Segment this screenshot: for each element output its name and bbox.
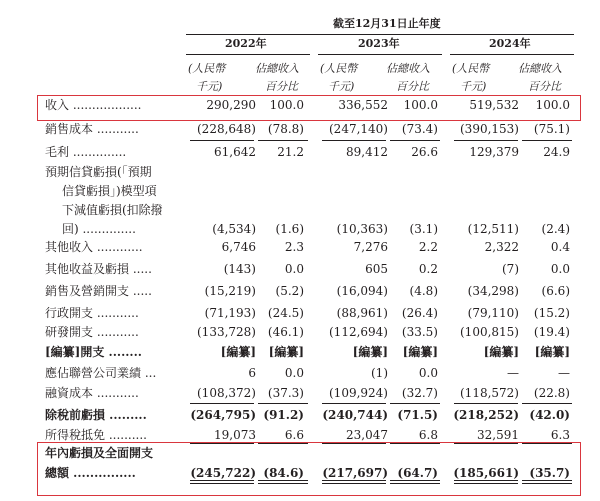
- cell-total-loss-col-5: (185,661): [453, 466, 519, 480]
- cell-redacted-expenses-col-3: [編纂]: [352, 345, 388, 359]
- period-header: 截至12月31日止年度: [333, 17, 441, 30]
- cell-selling-marketing-col-6: (6.6): [541, 284, 570, 298]
- row-label-revenue: 收入 ..................: [45, 98, 142, 112]
- row-label-ecl-impairment-line-2: 信貸虧損」)模型項: [62, 184, 157, 198]
- cell-rd-expenses-col-4: (33.5): [401, 325, 438, 339]
- header-rule: [186, 34, 574, 35]
- year-rule-2024: [450, 54, 574, 55]
- subtotal-rule-lbt-1: [258, 403, 308, 404]
- row-label-share-of-associates: 應佔聯營公司業績 ...: [45, 366, 157, 380]
- row-label-admin-expenses: 行政開支 ...........: [45, 306, 139, 320]
- cell-selling-marketing-col-5: (34,298): [467, 284, 519, 298]
- col-rmb-2024-b: 千元): [460, 80, 487, 93]
- subtotal-rule-gross-3: [390, 140, 440, 141]
- col-rmb-2023-b: 千元): [328, 80, 355, 93]
- highlight-revenue: [37, 95, 581, 121]
- cell-ecl-impairment-col-2: (1.6): [275, 222, 304, 236]
- row-label-other-income: 其他收入 ............: [45, 240, 143, 254]
- col-pct-2024: 佔總收入: [518, 62, 562, 75]
- cell-other-income-col-6: 0.4: [550, 240, 570, 254]
- subtotal-rule-gross-4: [454, 140, 518, 141]
- cell-cost-of-sales-col-5: (390,153): [460, 122, 519, 136]
- row-label-gross-profit: 毛利 ..............: [45, 145, 127, 159]
- cell-other-gains-losses-col-4: 0.2: [418, 262, 438, 276]
- cell-redacted-expenses-col-2: [編纂]: [268, 345, 304, 359]
- cell-admin-expenses-col-3: (88,961): [336, 306, 388, 320]
- cell-other-gains-losses-col-1: (143): [223, 262, 256, 276]
- cell-other-gains-losses-col-2: 0.0: [284, 262, 304, 276]
- row-label-total-loss-line-1: 年內虧損及全面開支: [45, 446, 154, 460]
- cell-redacted-expenses-col-4: [編纂]: [402, 345, 438, 359]
- cell-finance-costs-col-5: (118,572): [460, 386, 519, 400]
- subtotal-rule-gross-1: [258, 140, 308, 141]
- cell-selling-marketing-col-4: (4.8): [409, 284, 438, 298]
- cell-admin-expenses-col-6: (15.2): [533, 306, 570, 320]
- year-2023: 2023年: [358, 37, 400, 50]
- year-rule-2023: [318, 54, 442, 55]
- cell-gross-profit-col-5: 129,379: [469, 145, 519, 159]
- cell-total-loss-col-2: (84.6): [263, 466, 304, 480]
- cell-cost-of-sales-col-2: (78.8): [267, 122, 304, 136]
- row-label-ecl-impairment-line-3: 下減值虧損(扣除撥: [62, 203, 163, 217]
- col-rmb-2023: (人民幣: [320, 62, 358, 75]
- cell-admin-expenses-col-5: (79,110): [467, 306, 519, 320]
- cell-cost-of-sales-col-6: (75.1): [533, 122, 570, 136]
- cell-gross-profit-col-2: 21.2: [277, 145, 304, 159]
- subtotal-rule-gross-5: [522, 140, 572, 141]
- cell-share-of-associates-col-6: —: [558, 366, 570, 380]
- year-2022: 2022年: [225, 37, 267, 50]
- cell-other-income-col-4: 2.2: [418, 240, 438, 254]
- cell-redacted-expenses-col-6: [編纂]: [534, 345, 570, 359]
- subtotal-rule-gross-0: [190, 140, 254, 141]
- cell-redacted-expenses-col-5: [編纂]: [483, 345, 519, 359]
- cell-share-of-associates-col-5: —: [507, 366, 519, 380]
- cell-loss-before-tax-col-5: (218,252): [453, 408, 519, 422]
- subtotal-rule-lbt-3: [390, 403, 440, 404]
- cell-total-loss-col-3: (217,697): [322, 466, 388, 480]
- cell-revenue-col-1: 290,290: [206, 98, 256, 112]
- cell-revenue-col-4: 100.0: [403, 98, 438, 112]
- row-label-ecl-impairment-line-1: 預期信貸虧損(「預期: [45, 165, 152, 179]
- col-pct-2024-b: 百分比: [528, 80, 561, 93]
- cell-cost-of-sales-col-1: (228,648): [197, 122, 256, 136]
- subtotal-rule-gross-2: [322, 140, 386, 141]
- cell-revenue-col-5: 519,532: [469, 98, 519, 112]
- cell-gross-profit-col-6: 24.9: [543, 145, 570, 159]
- cell-other-income-col-2: 2.3: [284, 240, 304, 254]
- col-rmb-2022-b: 千元): [196, 80, 223, 93]
- row-label-ecl-impairment-line-4: 回) ..............: [62, 222, 136, 236]
- cell-selling-marketing-col-2: (5.2): [275, 284, 304, 298]
- cell-revenue-col-6: 100.0: [535, 98, 570, 112]
- cell-ecl-impairment-col-1: (4,534): [212, 222, 256, 236]
- cell-ecl-impairment-col-6: (2.4): [541, 222, 570, 236]
- cell-share-of-associates-col-2: 0.0: [284, 366, 304, 380]
- cell-other-gains-losses-col-6: 0.0: [550, 262, 570, 276]
- cell-loss-before-tax-col-3: (240,744): [322, 408, 388, 422]
- cell-share-of-associates-col-4: 0.0: [418, 366, 438, 380]
- row-label-finance-costs: 融資成本 ...........: [45, 386, 139, 400]
- cell-finance-costs-col-4: (32.7): [401, 386, 438, 400]
- row-label-income-tax-credit: 所得稅抵免 ..........: [45, 428, 147, 442]
- cell-gross-profit-col-4: 26.6: [411, 145, 438, 159]
- cell-ecl-impairment-col-3: (10,363): [336, 222, 388, 236]
- cell-loss-before-tax-col-6: (42.0): [529, 408, 570, 422]
- col-pct-2023-b: 百分比: [396, 80, 429, 93]
- cell-rd-expenses-col-6: (19.4): [533, 325, 570, 339]
- cell-revenue-col-2: 100.0: [269, 98, 304, 112]
- cell-ecl-impairment-col-5: (12,511): [467, 222, 519, 236]
- cell-admin-expenses-col-1: (71,193): [204, 306, 256, 320]
- cell-rd-expenses-col-3: (112,694): [329, 325, 388, 339]
- row-label-loss-before-tax: 除稅前虧損 .........: [45, 408, 147, 422]
- row-label-redacted-expenses: [編纂]開支 ........: [45, 345, 142, 359]
- cell-revenue-col-3: 336,552: [338, 98, 388, 112]
- row-label-other-gains-losses: 其他收益及虧損 .....: [45, 262, 152, 276]
- cell-share-of-associates-col-1: 6: [248, 366, 256, 380]
- cell-other-income-col-5: 2,322: [484, 240, 519, 254]
- cell-admin-expenses-col-2: (24.5): [267, 306, 304, 320]
- cell-ecl-impairment-col-4: (3.1): [409, 222, 438, 236]
- row-label-selling-marketing: 銷售及營銷開支 .....: [45, 284, 152, 298]
- subtotal-rule-lbt-5: [522, 403, 572, 404]
- cell-selling-marketing-col-3: (16,094): [336, 284, 388, 298]
- col-rmb-2022: (人民幣: [188, 62, 226, 75]
- cell-income-tax-credit-col-3: 23,047: [346, 428, 388, 442]
- cell-loss-before-tax-col-1: (264,795): [190, 408, 256, 422]
- cell-rd-expenses-col-2: (46.1): [267, 325, 304, 339]
- cell-gross-profit-col-1: 61,642: [214, 145, 256, 159]
- year-2024: 2024年: [489, 37, 531, 50]
- year-rule-2022: [186, 54, 310, 55]
- cell-other-gains-losses-col-3: 605: [365, 262, 388, 276]
- cell-other-gains-losses-col-5: (7): [502, 262, 519, 276]
- cell-redacted-expenses-col-1: [編纂]: [220, 345, 256, 359]
- row-label-rd-expenses: 研發開支 ...........: [45, 325, 139, 339]
- cell-total-loss-col-4: (64.7): [397, 466, 438, 480]
- cell-other-income-col-3: 7,276: [353, 240, 388, 254]
- row-label-total-loss-line-2: 總額 ...............: [45, 466, 136, 480]
- cell-finance-costs-col-3: (109,924): [329, 386, 388, 400]
- cell-finance-costs-col-2: (37.3): [267, 386, 304, 400]
- cell-income-tax-credit-col-6: 6.3: [550, 428, 570, 442]
- cell-income-tax-credit-col-2: 6.6: [284, 428, 304, 442]
- cell-loss-before-tax-col-4: (71.5): [397, 408, 438, 422]
- cell-rd-expenses-col-5: (100,815): [460, 325, 519, 339]
- cell-income-tax-credit-col-5: 32,591: [477, 428, 519, 442]
- cell-share-of-associates-col-3: (1): [371, 366, 388, 380]
- row-label-cost-of-sales: 銷售成本 ...........: [45, 122, 139, 136]
- subtotal-rule-lbt-2: [322, 403, 386, 404]
- cell-rd-expenses-col-1: (133,728): [197, 325, 256, 339]
- col-pct-2022-b: 百分比: [265, 80, 298, 93]
- col-pct-2023: 佔總收入: [386, 62, 430, 75]
- cell-cost-of-sales-col-3: (247,140): [329, 122, 388, 136]
- cell-cost-of-sales-col-4: (73.4): [401, 122, 438, 136]
- cell-loss-before-tax-col-2: (91.2): [263, 408, 304, 422]
- cell-income-tax-credit-col-1: 19,073: [214, 428, 256, 442]
- col-rmb-2024: (人民幣: [452, 62, 490, 75]
- highlight-loss-total: [37, 442, 581, 496]
- cell-other-income-col-1: 6,746: [221, 240, 256, 254]
- subtotal-rule-lbt-0: [190, 403, 254, 404]
- cell-total-loss-col-6: (35.7): [529, 466, 570, 480]
- cell-gross-profit-col-3: 89,412: [346, 145, 388, 159]
- subtotal-rule-lbt-4: [454, 403, 518, 404]
- cell-finance-costs-col-1: (108,372): [197, 386, 256, 400]
- cell-total-loss-col-1: (245,722): [190, 466, 256, 480]
- cell-income-tax-credit-col-4: 6.8: [418, 428, 438, 442]
- cell-admin-expenses-col-4: (26.4): [401, 306, 438, 320]
- cell-finance-costs-col-6: (22.8): [533, 386, 570, 400]
- cell-selling-marketing-col-1: (15,219): [204, 284, 256, 298]
- col-pct-2022: 佔總收入: [255, 62, 299, 75]
